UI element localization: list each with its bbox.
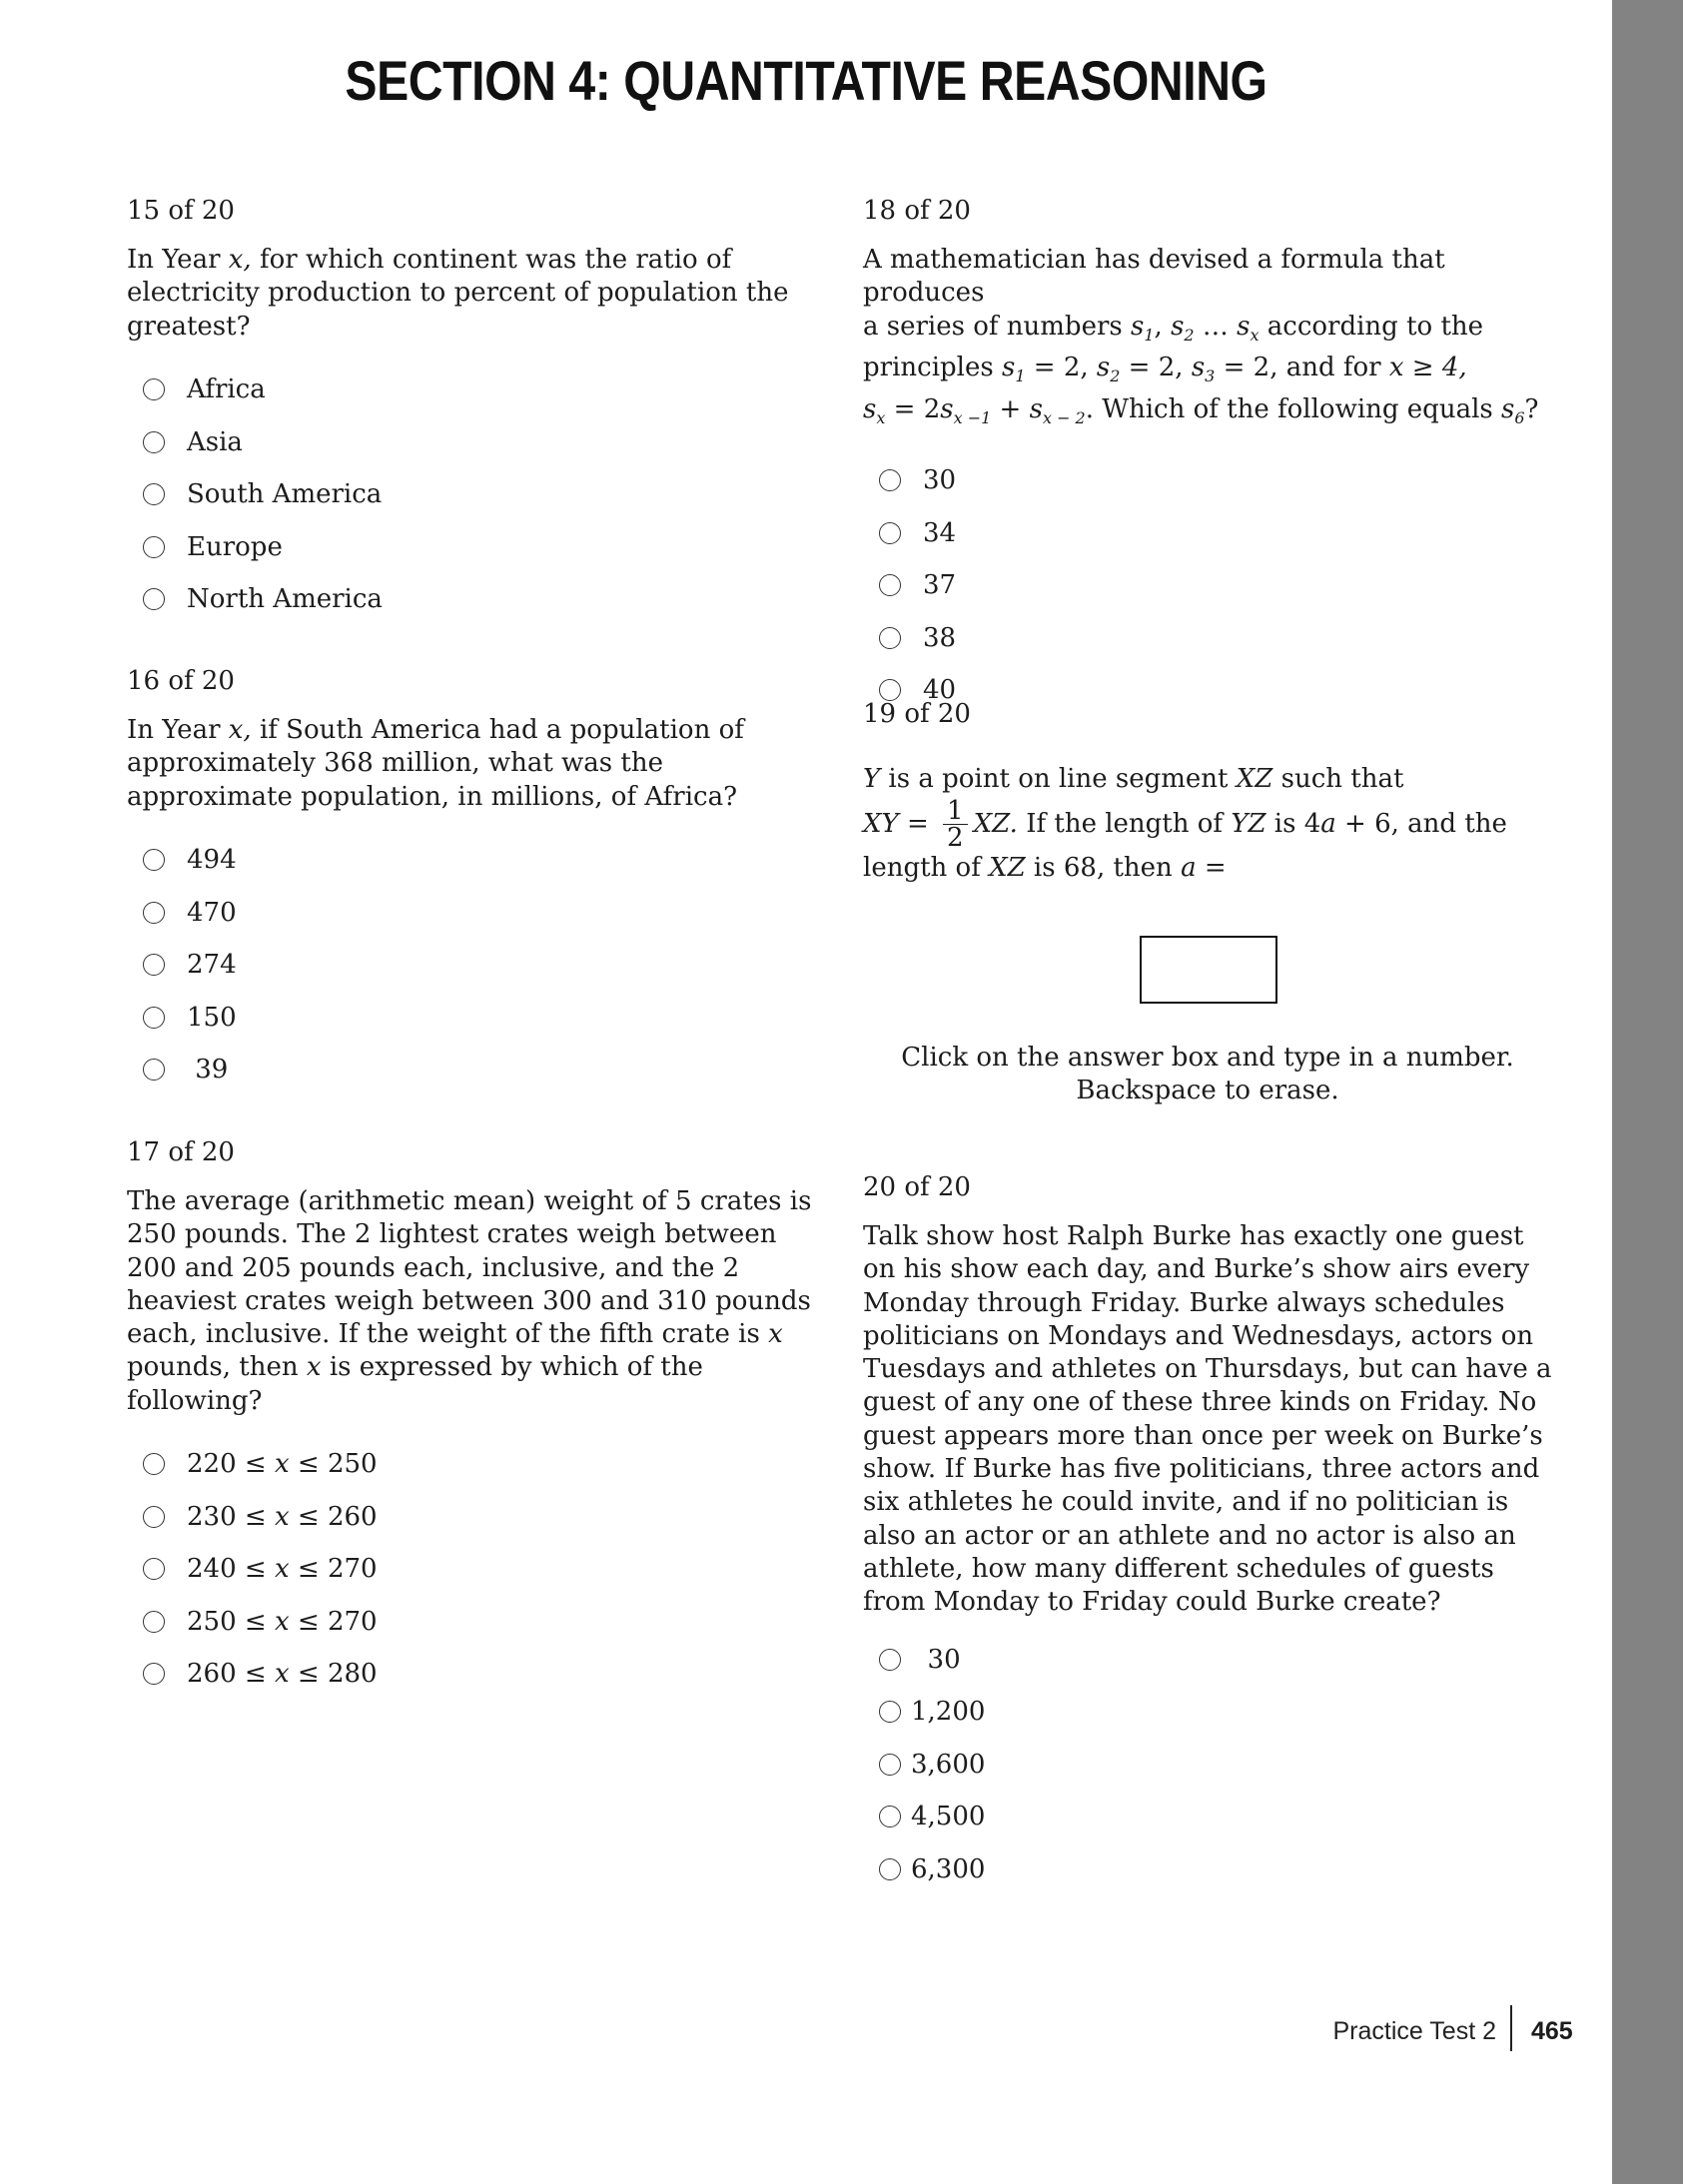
radio-button[interactable] bbox=[879, 679, 901, 701]
radio-button[interactable] bbox=[143, 1558, 165, 1580]
question-text: In Year x, for which continent was the ratio of electricity production to percent of population the greatest? bbox=[127, 245, 789, 342]
answer-option[interactable]: 40 bbox=[863, 664, 1552, 717]
question-number: 20 of 20 bbox=[863, 1172, 971, 1202]
radio-button[interactable] bbox=[143, 1506, 165, 1528]
radio-button[interactable] bbox=[879, 1858, 901, 1880]
question-text: A mathematician has devised a formula that produces a series of numbers $s_1$, $s_2$ … $s_x$ according to the principles $s_1 = 2$, $s_2 = 2$, $s_3 = 2$, and for x ≥ 4, $s_x = 2s_{x -1} + s_{x - 2}$. Which of the following equals $s_6$? bbox=[863, 245, 1539, 427]
question-19 bbox=[863, 699, 1552, 886]
answer-instructions: Click on the answer box and type in a number. Backspace to erase. bbox=[901, 1043, 1514, 1105]
radio-button[interactable] bbox=[879, 1701, 901, 1723]
question-text: Y is a point on line segment XZ such that XY = $\frac{1}{2}$ XZ. If the length of YZ is 4 a + 6, and the length of XZ is 68, then a = bbox=[863, 764, 1507, 884]
radio-button[interactable] bbox=[143, 588, 165, 610]
radio-button[interactable] bbox=[143, 849, 165, 871]
answer-options bbox=[863, 454, 1552, 717]
question-text: The average (arithmetic mean) weight of 5 crates is 250 pounds. The 2 lightest crates weigh between 200 and 205 pounds each, inclusive, and the 2 heaviest crates weigh between 300 and 310 pounds each, inclusive. If the weight of the fifth crate is x pounds, then x is expressed by which of the following? bbox=[127, 1186, 812, 1416]
radio-button[interactable] bbox=[879, 522, 901, 544]
question-20 bbox=[863, 1172, 1552, 1895]
page-edge-band bbox=[1612, 0, 1683, 2184]
question-18 bbox=[863, 196, 1552, 717]
answer-option[interactable]: 39 bbox=[127, 1044, 816, 1096]
radio-button[interactable] bbox=[879, 1754, 901, 1776]
radio-button[interactable] bbox=[143, 378, 165, 400]
answer-option[interactable]: 240 ≤ x ≤ 270 bbox=[127, 1543, 816, 1596]
answer-option[interactable]: 34 bbox=[863, 507, 1552, 560]
answer-option[interactable]: 220 ≤ x ≤ 250 bbox=[127, 1438, 816, 1491]
page-number: 465 bbox=[1531, 2017, 1573, 2045]
radio-button[interactable] bbox=[143, 1453, 165, 1475]
answer-options bbox=[127, 834, 816, 1096]
question-number: 19 of 20 bbox=[863, 699, 971, 729]
radio-button[interactable] bbox=[143, 1059, 165, 1081]
answer-option[interactable]: 260 ≤ x ≤ 280 bbox=[127, 1648, 816, 1701]
radio-button[interactable] bbox=[143, 1007, 165, 1029]
answer-option[interactable]: 30 bbox=[863, 1634, 1552, 1687]
radio-button[interactable] bbox=[143, 902, 165, 924]
answer-option[interactable]: North America bbox=[127, 573, 816, 626]
radio-button[interactable] bbox=[879, 574, 901, 596]
question-17 bbox=[127, 1137, 816, 1701]
radio-button[interactable] bbox=[143, 483, 165, 505]
answer-option[interactable]: 494 bbox=[127, 834, 816, 887]
answer-option[interactable]: 1,200 bbox=[863, 1686, 1552, 1739]
numeric-answer-box[interactable] bbox=[1140, 936, 1277, 1004]
answer-option[interactable]: 4,500 bbox=[863, 1791, 1552, 1843]
radio-button[interactable] bbox=[879, 469, 901, 491]
question-16 bbox=[127, 666, 816, 1095]
question-text: Talk show host Ralph Burke has exactly one guest on his show each day, and Burke’s show airs every Monday through Friday. Burke always schedules politicians on Mondays and Wednesdays, actors on Tuesdays and athletes on Thursdays, but can have a guest of any one of these three kinds on Friday. No guest appears more than once per week on Burke’s show. If Burke has five politicians, three actors and six athletes he could invite, and if no politician is also an actor or an athlete and no actor is also an athlete, how many different schedules of guests from Monday to Friday could Burke create? bbox=[863, 1221, 1552, 1618]
fraction: $\frac{1}{2}$ bbox=[943, 798, 968, 851]
footer-divider bbox=[1510, 2005, 1512, 2051]
answer-option[interactable]: 150 bbox=[127, 991, 816, 1044]
answer-option[interactable]: 3,600 bbox=[863, 1739, 1552, 1792]
answer-option[interactable]: 6,300 bbox=[863, 1843, 1552, 1896]
radio-button[interactable] bbox=[143, 1611, 165, 1633]
radio-button[interactable] bbox=[143, 954, 165, 976]
answer-option[interactable]: South America bbox=[127, 468, 816, 521]
answer-option[interactable]: 250 ≤ x ≤ 270 bbox=[127, 1596, 816, 1649]
section-title: SECTION 4: QUANTITATIVE REASONING bbox=[345, 49, 1267, 112]
question-number: 16 of 20 bbox=[127, 666, 235, 696]
answer-option[interactable]: 230 ≤ x ≤ 260 bbox=[127, 1491, 816, 1544]
answer-option[interactable]: 274 bbox=[127, 939, 816, 992]
radio-button[interactable] bbox=[879, 1806, 901, 1827]
radio-button[interactable] bbox=[143, 1663, 165, 1685]
question-text: In Year x, if South America had a population of approximately 368 million, what was the approximate population, in millions, of Africa? bbox=[127, 715, 744, 812]
radio-button[interactable] bbox=[143, 431, 165, 453]
radio-button[interactable] bbox=[879, 627, 901, 649]
question-number: 17 of 20 bbox=[127, 1137, 235, 1167]
answer-option[interactable]: 470 bbox=[127, 886, 816, 939]
answer-options bbox=[863, 1634, 1552, 1896]
answer-options bbox=[127, 364, 816, 626]
question-number: 15 of 20 bbox=[127, 196, 235, 226]
answer-options bbox=[127, 1438, 816, 1701]
footer-label: Practice Test 2 bbox=[1332, 2017, 1496, 2045]
answer-option[interactable]: Asia bbox=[127, 415, 816, 468]
radio-button[interactable] bbox=[879, 1649, 901, 1671]
answer-option[interactable]: Africa bbox=[127, 364, 816, 416]
answer-option[interactable]: 38 bbox=[863, 612, 1552, 665]
answer-option[interactable]: Europe bbox=[127, 520, 816, 573]
question-number: 18 of 20 bbox=[863, 196, 971, 226]
question-15 bbox=[127, 196, 816, 625]
answer-option[interactable]: 37 bbox=[863, 559, 1552, 612]
answer-option[interactable]: 30 bbox=[863, 454, 1552, 507]
radio-button[interactable] bbox=[143, 536, 165, 558]
